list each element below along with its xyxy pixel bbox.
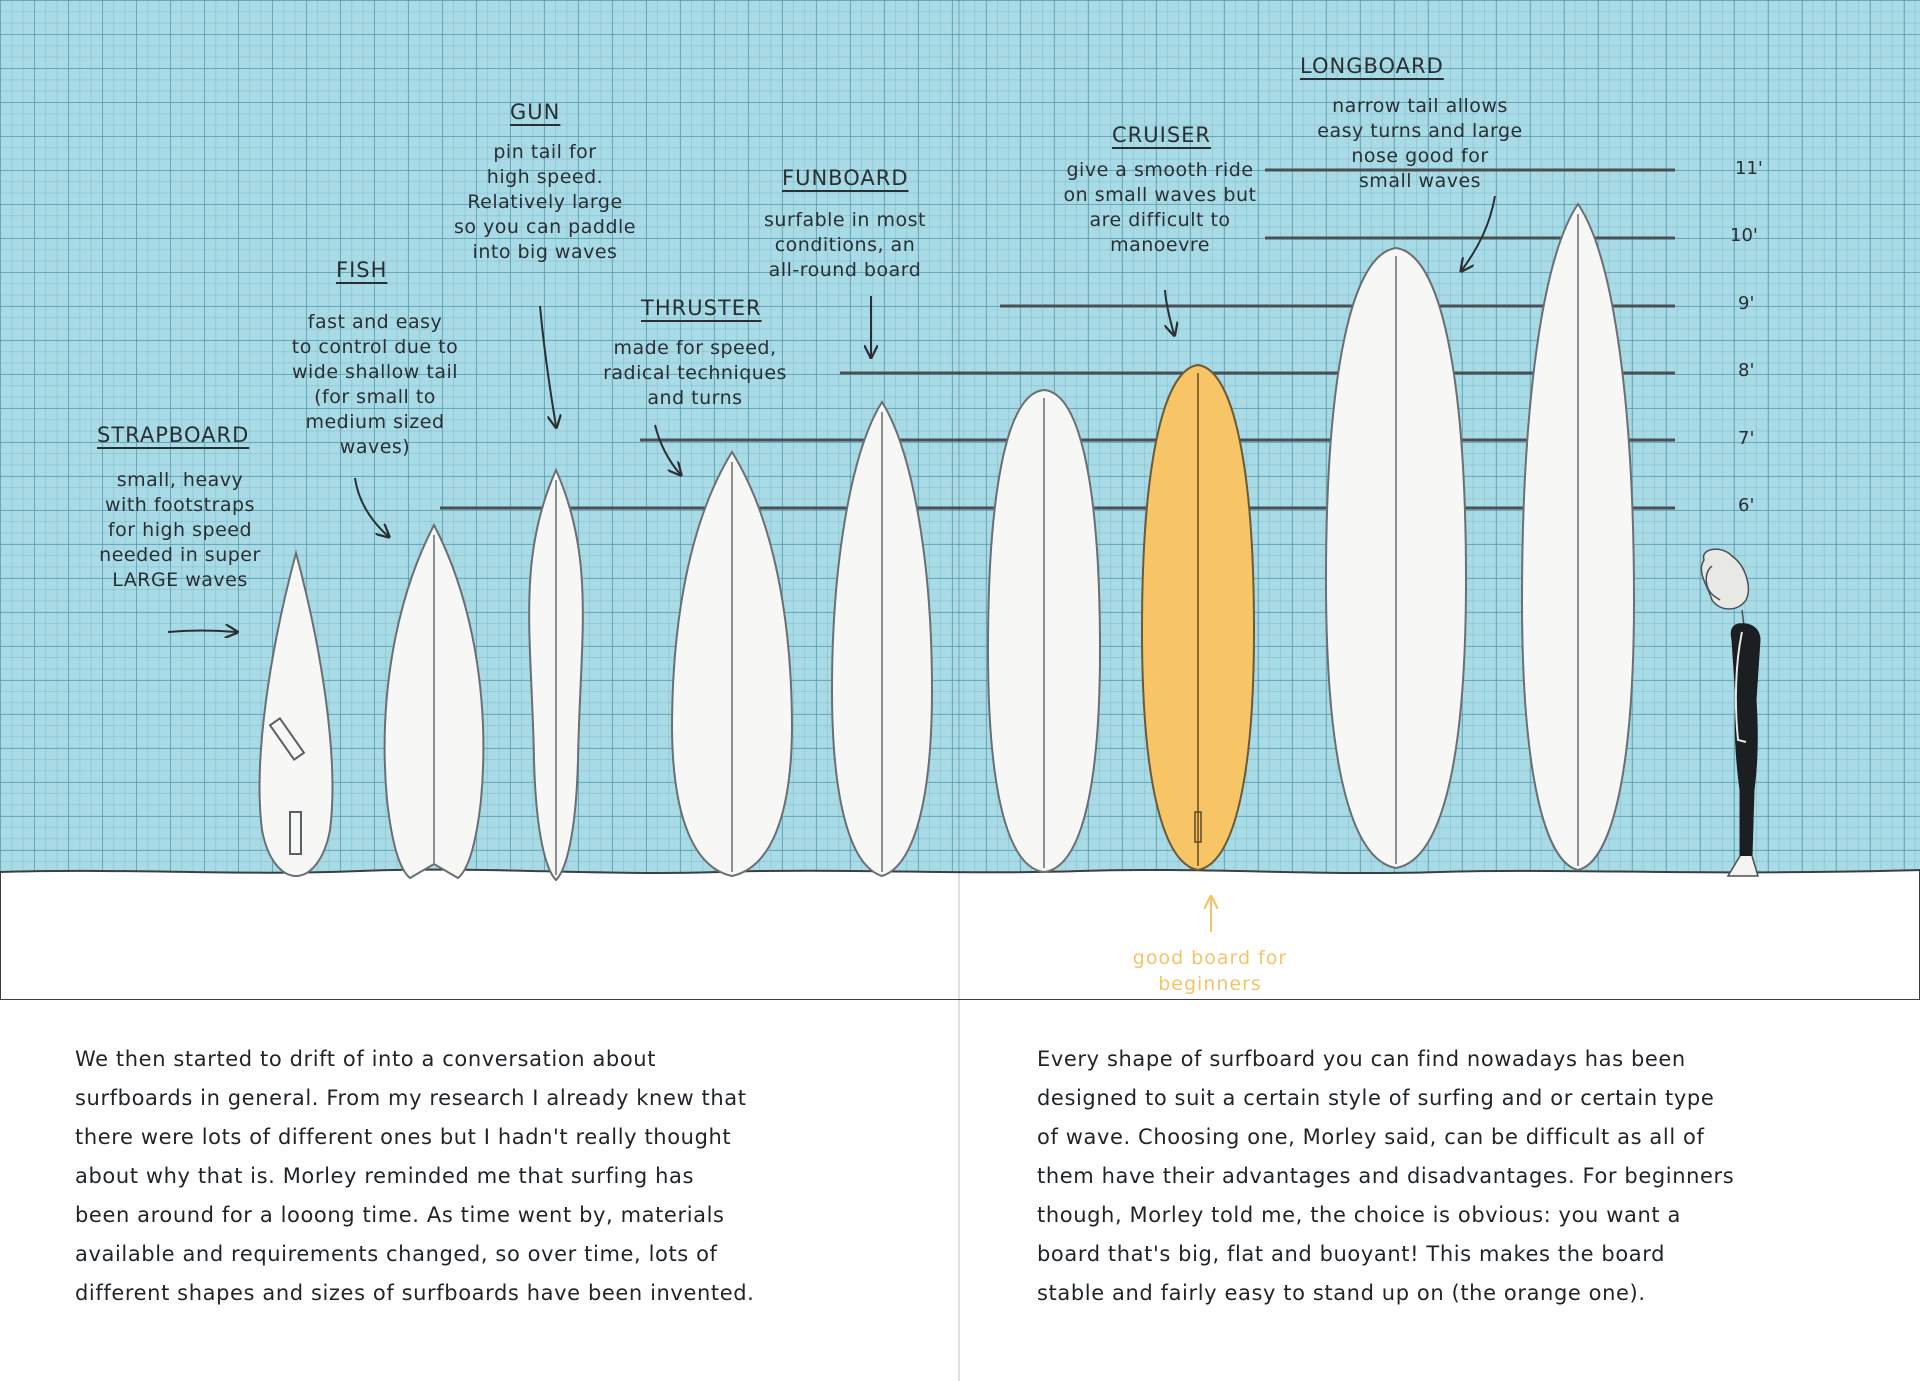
board-title-strapboard: STRAPBOARD (97, 423, 250, 447)
text-line: available and requirements changed, so over time, lots of (75, 1242, 718, 1266)
strapboard (260, 553, 333, 876)
height-label-11ft: 11' (1735, 158, 1763, 179)
longboard-1 (1326, 248, 1466, 868)
page-gutter (958, 0, 960, 1381)
footstrap (290, 812, 301, 854)
arrow-cruiser (1165, 290, 1174, 334)
girl-body (1731, 624, 1760, 856)
board-title-longboard: LONGBOARD (1300, 54, 1444, 78)
text-line: them have their advantages and disadvantages. For beginners (1037, 1164, 1735, 1188)
right-page-text (1037, 1040, 1857, 1313)
text-line: Every shape of surfboard you can find nowadays has been (1037, 1047, 1686, 1071)
height-label-10ft: 10' (1730, 225, 1758, 246)
height-label-9ft: 9' (1738, 293, 1755, 314)
text-line: about why that is. Morley reminded me that surfing has (75, 1164, 695, 1188)
text-line: been around for a looong time. As time went by, materials (75, 1203, 725, 1227)
arrow-gun (540, 306, 556, 426)
beginner-cruiser-board (1142, 365, 1254, 870)
text-line: of wave. Choosing one, Morley said, can be difficult as all of (1037, 1125, 1705, 1149)
beginner-note: good board for beginners (1132, 947, 1288, 995)
height-label-7ft: 7' (1738, 428, 1755, 449)
girl-figure (1701, 549, 1760, 876)
thruster-board (672, 452, 792, 876)
board-title-thruster: THRUSTER (641, 296, 762, 320)
cruiser-board (988, 390, 1100, 872)
arrow-thruster (655, 425, 680, 474)
arrow-strapboard (168, 631, 236, 633)
text-line: different shapes and sizes of surfboards have been invented. (75, 1281, 755, 1305)
ground (0, 870, 1920, 1000)
text-line: We then started to drift of into a conversation about (75, 1047, 657, 1071)
board-description-thruster: made for speed, radical techniques and turns (603, 337, 787, 409)
text-line: stable and fairly easy to stand up on (the orange one). (1037, 1281, 1646, 1305)
height-label-6ft: 6' (1738, 495, 1755, 516)
text-line: surfboards in general. From my research I already knew that (75, 1086, 747, 1110)
funboard (832, 402, 932, 876)
board-description-fish: fast and easy to control due to wide shallow tail (for small to medium sized waves) (291, 311, 459, 458)
arrow-fish (355, 478, 388, 536)
text-line: there were lots of different ones but I hadn't really thought (75, 1125, 732, 1149)
girl-feet (1728, 856, 1758, 876)
board-title-gun: GUN (510, 100, 561, 124)
arrow-longboard (1462, 196, 1495, 270)
board-title-funboard: FUNBOARD (782, 166, 909, 190)
board-description-gun: pin tail for high speed. Relatively large so you can paddle into big waves (454, 141, 636, 263)
text-line: though, Morley told me, the choice is obvious: you want a (1037, 1203, 1681, 1227)
longboard-2 (1522, 204, 1634, 870)
board-description-cruiser: give a smooth ride on small waves but are difficult to manoevre (1063, 159, 1257, 256)
height-label-8ft: 8' (1738, 360, 1755, 381)
board-description-funboard: surfable in most conditions, an all-round board (764, 209, 926, 281)
gun-board (529, 470, 583, 880)
fish-board (385, 525, 484, 878)
board-title-cruiser: CRUISER (1112, 123, 1212, 147)
girl-hair (1701, 549, 1748, 609)
text-line: board that's big, flat and buoyant! This makes the board (1037, 1242, 1666, 1266)
text-line: designed to suit a certain style of surfing and or certain type (1037, 1086, 1715, 1110)
board-description-strapboard: small, heavy with footstraps for high speed needed in super LARGE waves (99, 469, 261, 591)
board-title-fish: FISH (336, 258, 388, 282)
board-description-longboard: narrow tail allows easy turns and large nose good for small waves (1317, 95, 1523, 192)
left-page-text (75, 1040, 895, 1313)
